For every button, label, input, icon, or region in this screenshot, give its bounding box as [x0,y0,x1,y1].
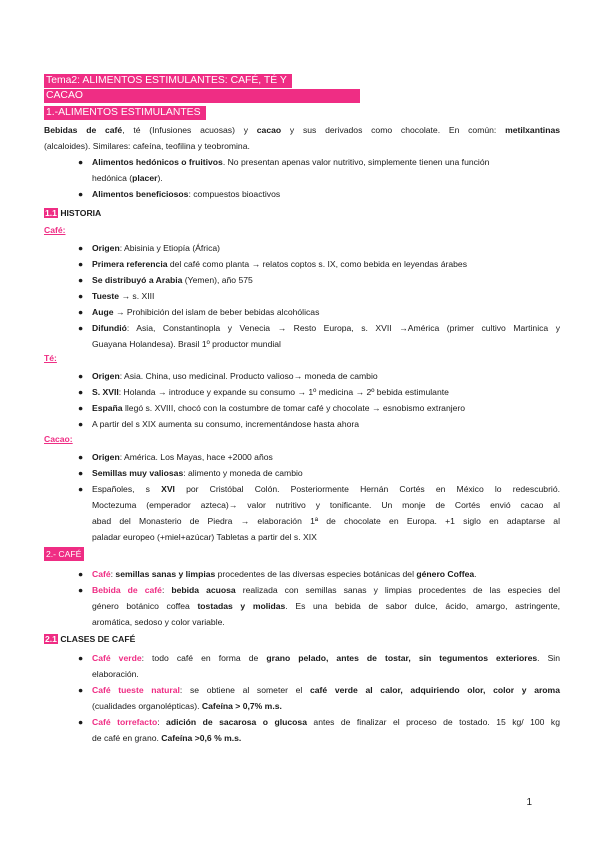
historia-heading: 1.1 HISTORIA [45,208,102,218]
bullet-icon: ● [78,403,84,413]
list-item: Tueste → s. XIII [92,291,155,301]
list-item: Alimentos hedónicos o fruitivos. No presentan apenas valor nutritivo, simplemente tienen una función [92,157,490,167]
section-2-heading: 2.- CAFÉ [44,547,84,561]
list-item: Bebida de café: bebida acuosa realizada con semillas sanas y limpias procedentes de las especies del [92,585,561,595]
bullet-icon: ● [78,484,84,494]
list-item-cont: hedónica (placer). [92,173,163,183]
list-item: Auge → Prohibición del islam de beber bebidas alcohólicas [92,307,320,317]
title-line-2: CACAO [44,89,360,103]
list-item: Origen: Asia. China, uso medicinal. Producto valioso→ moneda de cambio [92,371,378,381]
list-item-cont: paladar europeo (+miel+azúcar) Tabletas a partir del s. XIX [92,532,317,542]
bullet-icon: ● [78,157,84,167]
bullet-icon: ● [78,452,84,462]
bullet-icon: ● [78,569,84,579]
te-subheading: Té: [44,353,57,363]
bullet-icon: ● [78,371,84,381]
bullet-icon: ● [78,387,84,397]
bullet-icon: ● [78,275,84,285]
list-item-cont: abad del Monasterio de Piedra → elaboración 1ª de chocolate en Europa. +1 siglo en adaptarse al [92,516,560,526]
list-item: S. XVII: Holanda → introduce y expande su consumo → 1º medicina → 2º bebida estimulante [92,387,449,397]
list-item: Café tueste natural: se obtiene al someter el café verde al calor, adquiriendo olor, color y aroma [92,685,560,695]
bullet-icon: ● [78,291,84,301]
clases-heading: 2.1 CLASES DE CAFÉ [45,634,136,644]
bullet-icon: ● [78,323,84,333]
bullet-icon: ● [78,307,84,317]
list-item-cont: de café en grano. Cafeína >0,6 % m.s. [92,733,242,743]
list-item: Primera referencia del café como planta → relatos coptos s. IX, como bebida en leyendas árabes [92,259,468,269]
bullet-icon: ● [78,243,84,253]
list-item: Difundió: Asia, Constantinopla y Venecia → Resto Europa, s. XVII →América (primer cultivo Martinica y [92,323,560,333]
list-item: Semillas muy valiosas: alimento y moneda de cambio [92,468,303,478]
intro-paragraph-cont: (alcaloides). Similares: cafeína, teofilina y teobromina. [44,141,250,151]
list-item: Alimentos beneficiosos: compuestos bioactivos [92,189,281,199]
list-item-cont: elaboración. [92,669,139,679]
page-number: 1 [526,797,532,808]
bullet-icon: ● [78,685,84,695]
section-1-heading: 1.-ALIMENTOS ESTIMULANTES [44,106,206,120]
list-item: Café: semillas sanas y limpias procedentes de las diversas especies botánicas del género Coffea. [92,569,477,579]
intro-paragraph: Bebidas de café, té (Infusiones acuosas) y cacao y sus derivados como chocolate. En común: metilxantinas [44,125,561,135]
list-item: Origen: Abisinia y Etiopía (África) [92,243,221,253]
list-item-cont: Moctezuma (emperador azteca)→ valor nutritivo y tonificante. Un monje de Cortés envió cacao al [92,500,560,510]
title-line-1: Tema2: ALIMENTOS ESTIMULANTES: CAFÉ, TÉ Y [44,74,292,88]
bullet-icon: ● [78,259,84,269]
cacao-subheading: Cacao: [44,434,73,444]
bullet-icon: ● [78,717,84,727]
list-item: Café verde: todo café en forma de grano pelado, antes de tostar, sin tegumentos exteriores. Sin [92,653,560,663]
list-item-cont: género botánico coffea tostadas y molidas. Es una bebida de sabor dulce, ácido, amargo, astringente, [92,601,561,611]
list-item-cont: (cualidades organolépticas). Cafeína > 0,7% m.s. [92,701,282,711]
bullet-icon: ● [78,468,84,478]
list-item-cont: aromática, sedoso y color variable. [92,617,225,627]
cafe-subheading: Café: [44,225,66,235]
list-item: Españoles, s XVI por Cristóbal Colón. Posteriormente Hernán Cortés en México lo redescubrió. [92,484,561,494]
list-item: Se distribuyó a Arabia (Yemen), año 575 [92,275,253,285]
bullet-icon: ● [78,585,84,595]
list-item: Origen: América. Los Mayas, hace +2000 años [92,452,273,462]
list-item: A partir del s XIX aumenta su consumo, incrementándose hasta ahora [92,419,360,429]
list-item: Café torrefacto: adición de sacarosa o glucosa antes de finalizar el proceso de tostado. 15 kg/ 100 kg [92,717,560,727]
bullet-icon: ● [78,653,84,663]
list-item: España llegó s. XVIII, chocó con la costumbre de tomar café y chocolate → esnobismo extranjero [92,403,466,413]
bullet-icon: ● [78,189,84,199]
bullet-icon: ● [78,419,84,429]
list-item-cont: Guayana Holandesa). Brasil 1º productor mundial [92,339,281,349]
